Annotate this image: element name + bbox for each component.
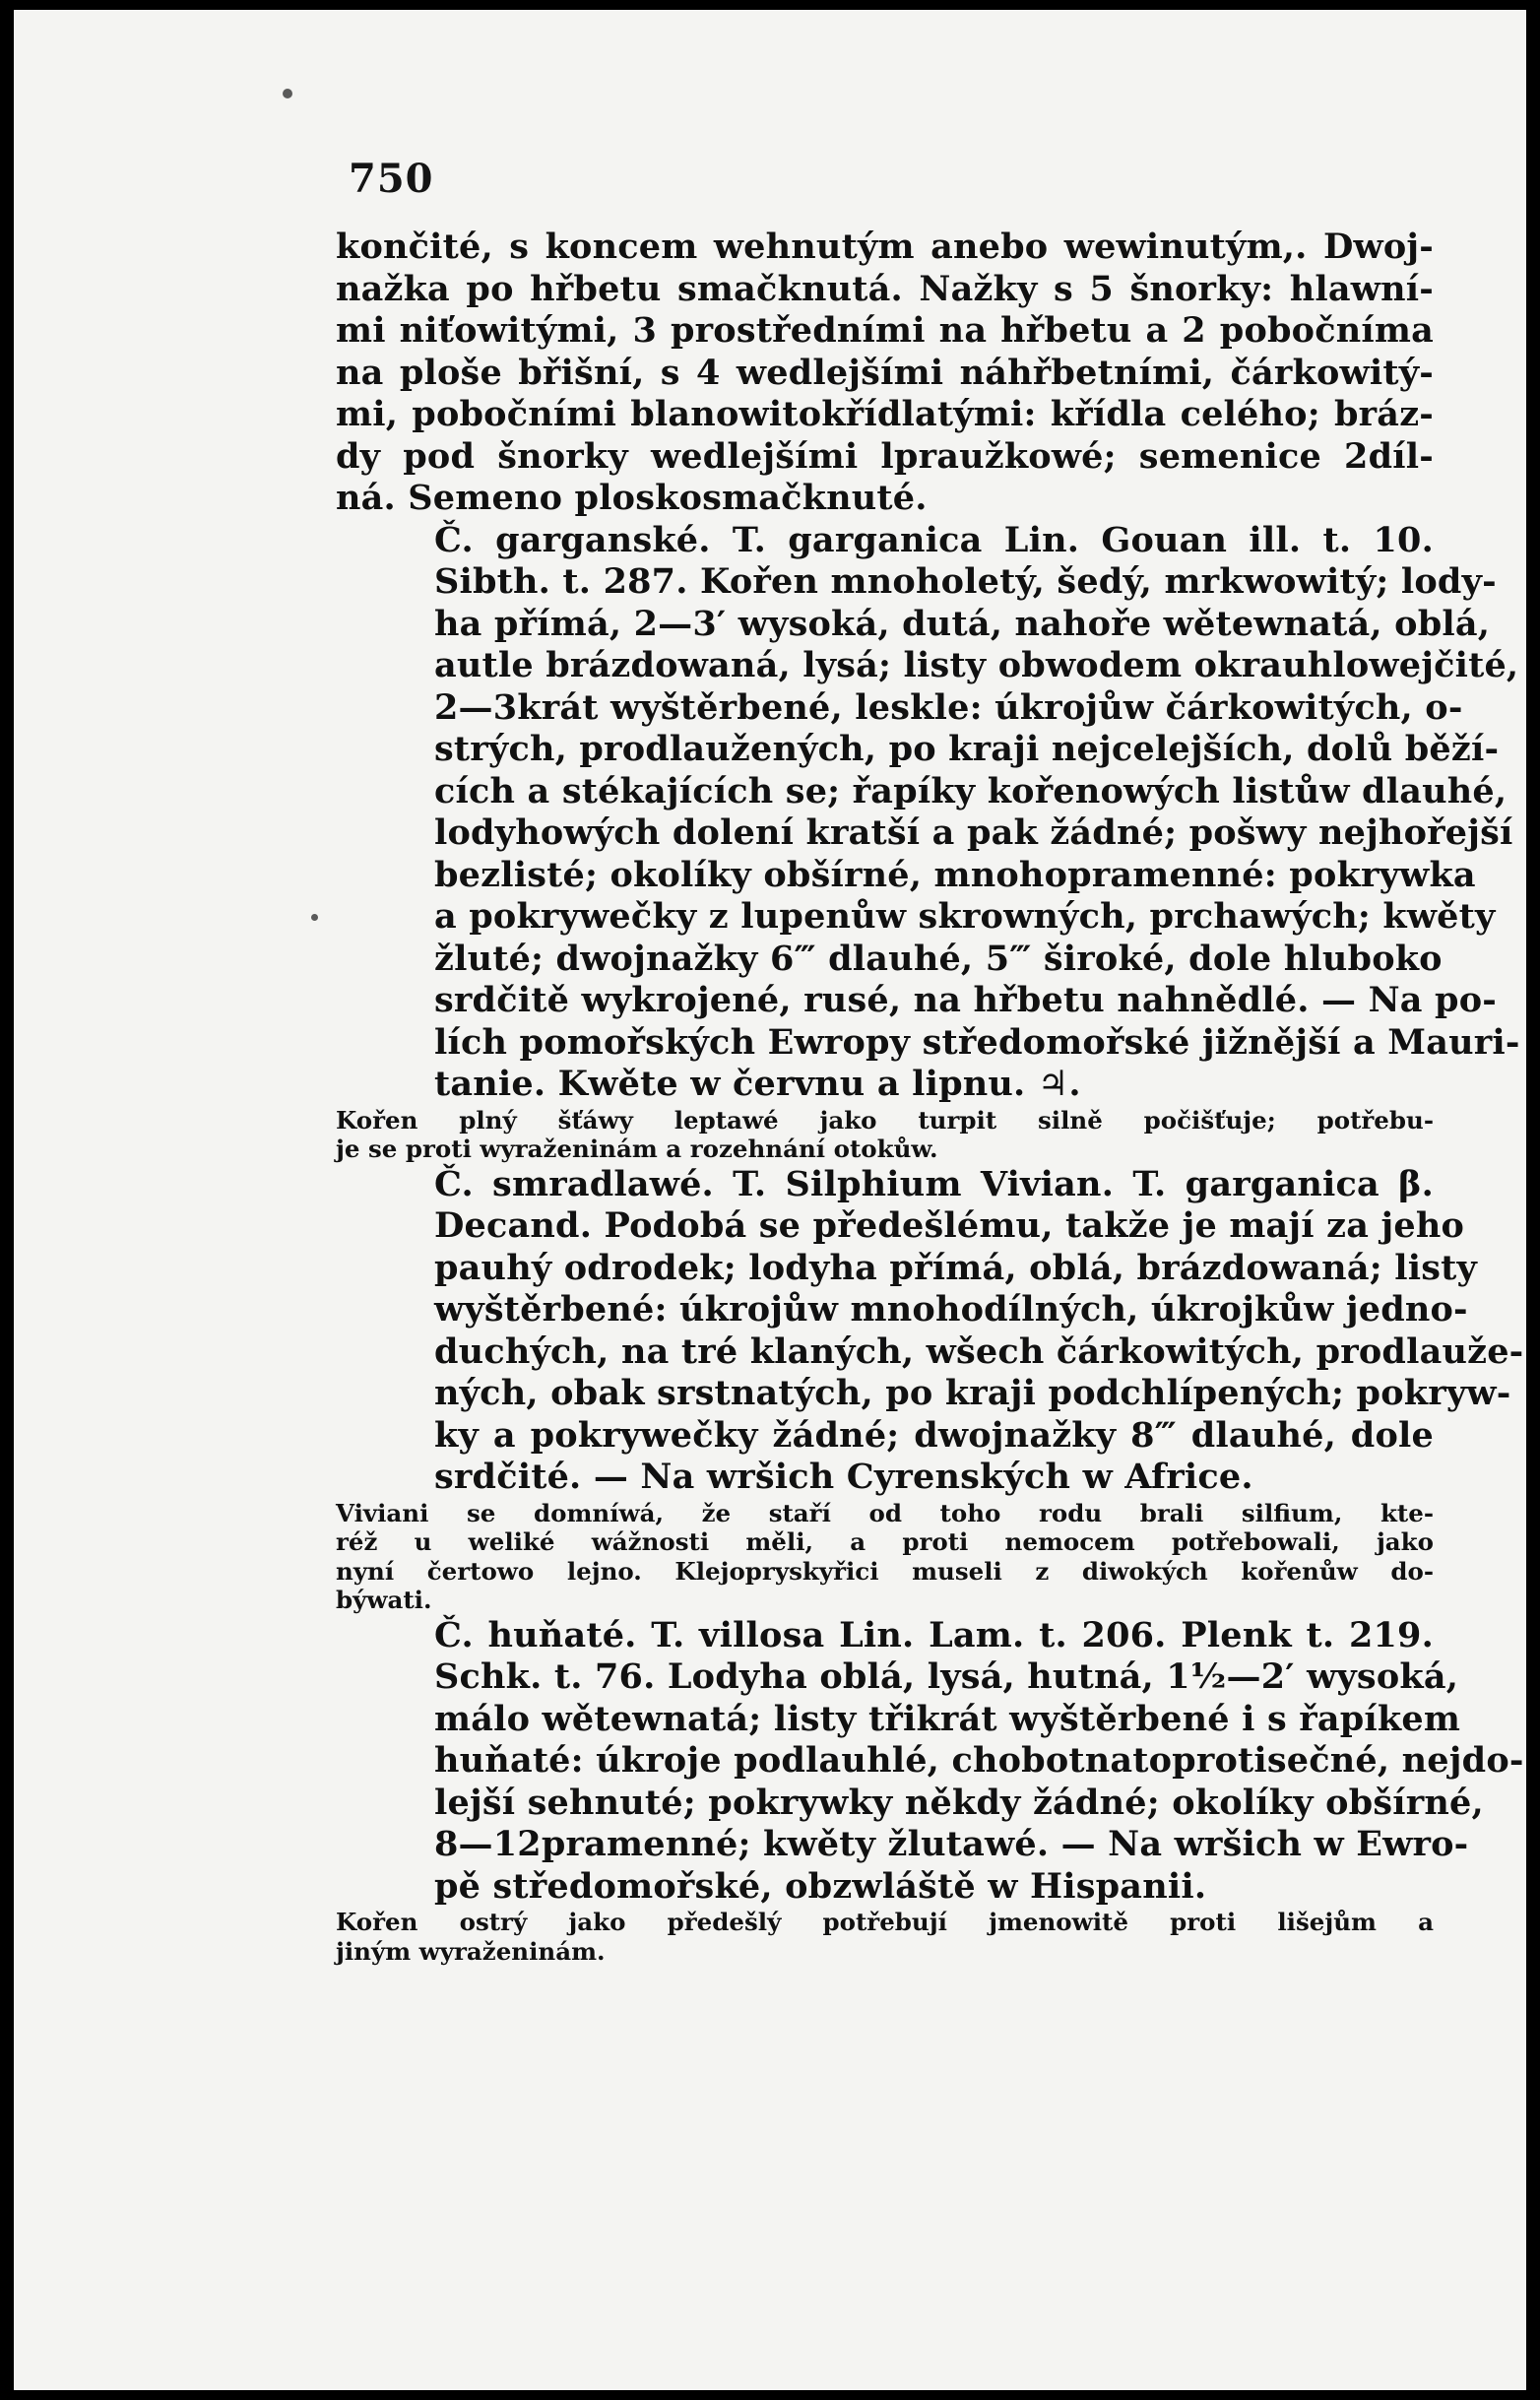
text-line: srdčité. — Na wršich Cyrenských w Africe. <box>434 1457 1253 1497</box>
text-line: nažka po hřbetu smačknutá. Nažky s 5 šnorky: hlawní- <box>336 268 1434 309</box>
text-line: duchých, na tré klaných, wšech čárkowitých, prodlauže- <box>434 1330 1524 1372</box>
book-page <box>14 10 1526 2390</box>
text-line: na ploše břišní, s 4 wedlejšími náhřbetními, čárkowitý- <box>336 352 1434 393</box>
ink-speck <box>283 89 292 98</box>
text-line: réž u weliké wážnosti měli, a proti nemocem potřebowali, jako <box>336 1527 1434 1556</box>
text-line: mi niťowitými, 3 prostředními na hřbetu a 2 pobočníma <box>336 310 1434 351</box>
text-line: Č. smradlawé. T. Silphium Vivian. T. garganica β. <box>434 1163 1434 1204</box>
text-line: Č. huňaté. T. villosa Lin. Lam. t. 206. Plenk t. 219. <box>434 1614 1434 1655</box>
text-line: tanie. Kwěte w červnu a lipnu. ♃. <box>434 1064 1081 1104</box>
page-body-text <box>336 227 1524 1966</box>
text-paragraph <box>336 1614 1524 1909</box>
text-paragraph <box>336 519 1520 1106</box>
text-line: jiným wyraženinám. <box>336 1936 606 1966</box>
text-line: Kořen ostrý jako předešlý potřebují jmenowitě proti lišejům a <box>336 1908 1434 1936</box>
text-line: Sibth. t. 287. Kořen mnoholetý, šedý, mrkwowitý; lody- <box>434 561 1497 602</box>
footnote-paragraph <box>336 1908 1434 1966</box>
text-line: pě středomořské, obzwláště w Hispanii. <box>434 1865 1207 1907</box>
text-line: málo wětewnatá; listy třikrát wyštěrbené i s řapíkem <box>434 1698 1461 1739</box>
text-line: mi, pobočními blanowitokřídlatými: křídla celého; bráz- <box>336 394 1434 434</box>
text-line: dy pod šnorky wedlejšími lpraužkowé; semenice 2díl- <box>336 435 1434 477</box>
text-line: huňaté: úkroje podlauhlé, chobotnatoprotisečné, nejdo- <box>434 1740 1524 1781</box>
text-line: Decand. Podobá se předešlému, takže je mají za jeho <box>434 1205 1465 1246</box>
text-line: cích a stékajících se; řapíky kořenowých listůw dlauhé, <box>434 770 1508 811</box>
ink-speck <box>311 914 318 921</box>
text-line: a pokrywečky z lupenůw skrowných, prchawých; kwěty <box>434 896 1496 937</box>
page-number: 750 <box>349 156 434 202</box>
text-line: ná. Semeno ploskosmačknuté. <box>336 478 928 518</box>
text-line: Viviani se domníwá, že staří od toho rodu brali silfium, kte- <box>336 1498 1434 1527</box>
text-line: 8—12pramenné; kwěty žlutawé. — Na wršich w Ewro- <box>434 1824 1469 1864</box>
text-line: lejší sehnuté; pokrywky někdy žádné; okolíky obšírné, <box>434 1782 1484 1823</box>
text-line: je se proti wyraženinám a rozehnání otokůw. <box>336 1135 938 1163</box>
text-paragraph <box>336 1163 1524 1499</box>
text-line: 2—3krát wyštěrbené, leskle: úkrojůw čárkowitých, o- <box>434 686 1463 728</box>
text-line: autle brázdowaná, lysá; listy obwodem okrauhlowejčité, <box>434 645 1519 685</box>
text-line: býwati. <box>336 1586 432 1614</box>
text-line: ha přímá, 2—3′ wysoká, dutá, nahoře wětewnatá, oblá, <box>434 603 1491 644</box>
text-line: ky a pokrywečky žádné; dwojnažky 8‴ dlauhé, dole <box>434 1414 1434 1456</box>
text-line: wyštěrbené: úkrojůw mnohodílných, úkrojkůw jedno- <box>434 1289 1468 1330</box>
footnote-paragraph <box>336 1499 1434 1615</box>
text-line: končité, s koncem wehnutým anebo wewinutým,. Dwoj- <box>336 227 1434 267</box>
text-line: lodyhowých dolení kratší a pak žádné; pošwy nejhořejší <box>434 812 1513 853</box>
text-line: pauhý odrodek; lodyha přímá, oblá, brázdowaná; listy <box>434 1247 1477 1288</box>
text-line: nyní čertowo lejno. Klejopryskyřici museli z diwokých kořenůw do- <box>336 1556 1434 1586</box>
text-paragraph <box>336 227 1434 520</box>
text-line: bezlisté; okolíky obšírné, mnohopramenné: pokrywka <box>434 854 1476 895</box>
text-line: Schk. t. 76. Lodyha oblá, lysá, hutná, 1½—2′ wysoká, <box>434 1656 1459 1697</box>
text-line: Č. garganské. T. garganica Lin. Gouan ill. t. 10. <box>434 519 1434 560</box>
text-line: lích pomořských Ewropy středomořské jižnější a Mauri- <box>434 1021 1520 1063</box>
text-line: žluté; dwojnažky 6‴ dlauhé, 5‴ široké, dole hluboko <box>434 938 1443 979</box>
text-line: srdčitě wykrojené, rusé, na hřbetu nahnědlé. — Na po- <box>434 980 1498 1020</box>
text-line: strých, prodlaužených, po kraji nejcelejších, dolů běží- <box>434 729 1500 769</box>
text-line: ných, obak srstnatých, po kraji podchlípených; pokryw- <box>434 1373 1511 1413</box>
text-line: Kořen plný šťáwy leptawé jako turpit silně počišťuje; potřebu- <box>336 1105 1434 1135</box>
footnote-paragraph <box>336 1106 1434 1164</box>
